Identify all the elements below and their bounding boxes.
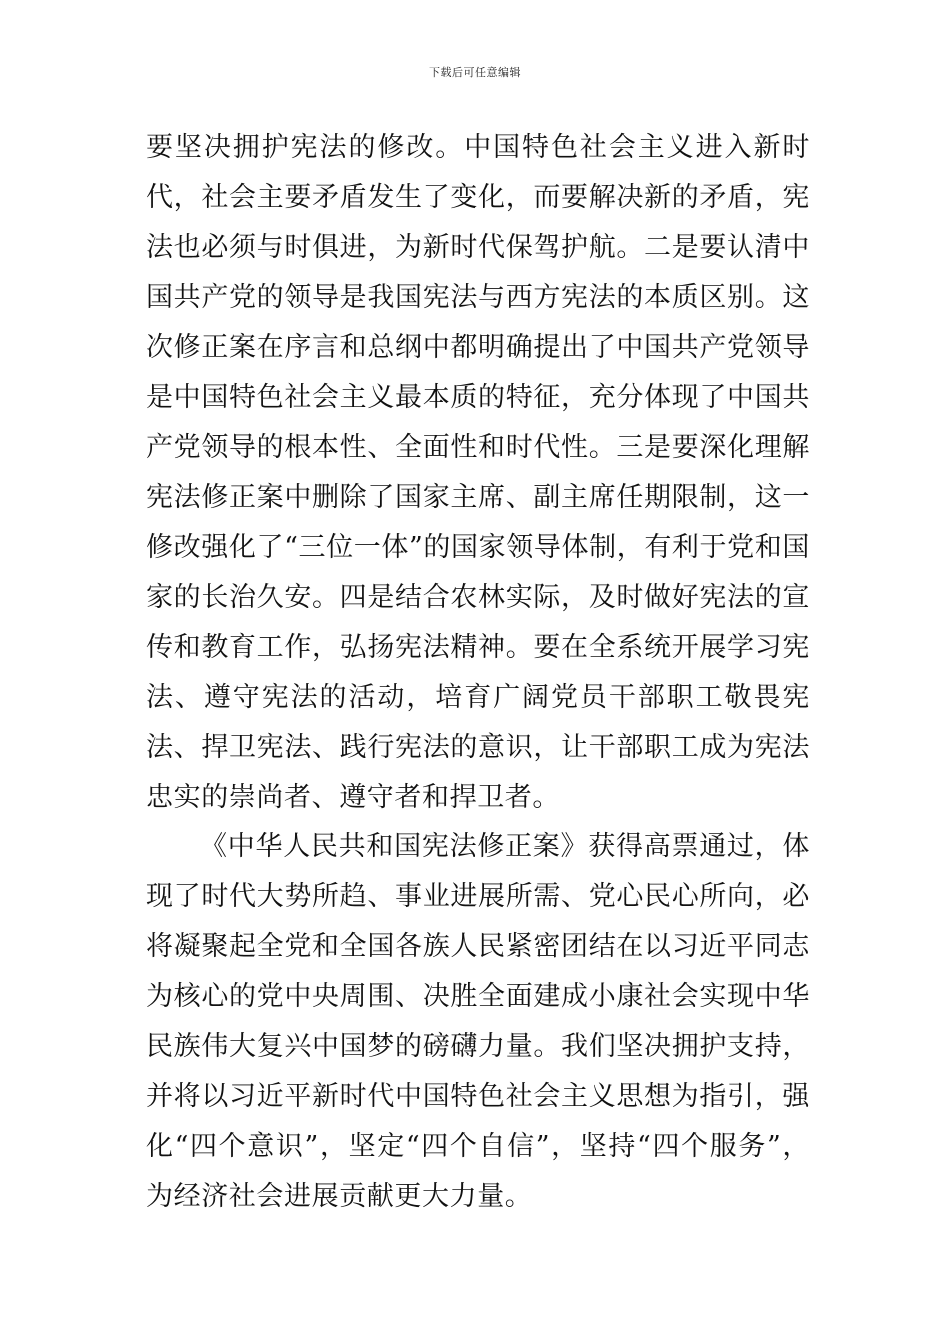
page-header: 下载后可任意编辑	[429, 66, 521, 79]
body-paragraph-2: 《中华人民共和国宪法修正案》获得高票通过，体现了时代大势所趋、事业进展所需、党心民心所向，必将凝聚起全党和全国各族人民紧密团结在以习近平同志为核心的党中央周围、决胜全面建成小康社会实现中华民族伟大复兴中国梦的磅礴力量。我们坚决拥护支持，并将以习近平新时代中国特色社会主义思想为指引，强化“四个意识”，坚定“四个自信”，坚持“四个服务”，为经济社会进展贡献更大力量。	[146, 831, 810, 1212]
body-paragraph-1: 要坚决拥护宪法的修改。中国特色社会主义进入新时代，社会主要矛盾发生了变化，而要解决新的矛盾，宪法也必须与时俱进，为新时代保驾护航。二是要认清中国共产党的领导是我国宪法与西方宪法的本质区别。这次修正案在序言和总纲中都明确提出了中国共产党领导是中国特色社会主义最本质的特征，充分体现了中国共产党领导的根本性、全面性和时代性。三是要深化理解宪法修正案中删除了国家主席、副主席任期限制，这一修改强化了“三位一体”的国家领导体制，有利于党和国家的长治久安。四是结合农林实际，及时做好宪法的宣传和教育工作，弘扬宪法精神。要在全系统开展学习宪法、遵守宪法的活动，培育广阔党员干部职工敬畏宪法、捍卫宪法、践行宪法的意识，让干部职工成为宪法忠实的崇尚者、遵守者和捍卫者。	[146, 132, 810, 813]
